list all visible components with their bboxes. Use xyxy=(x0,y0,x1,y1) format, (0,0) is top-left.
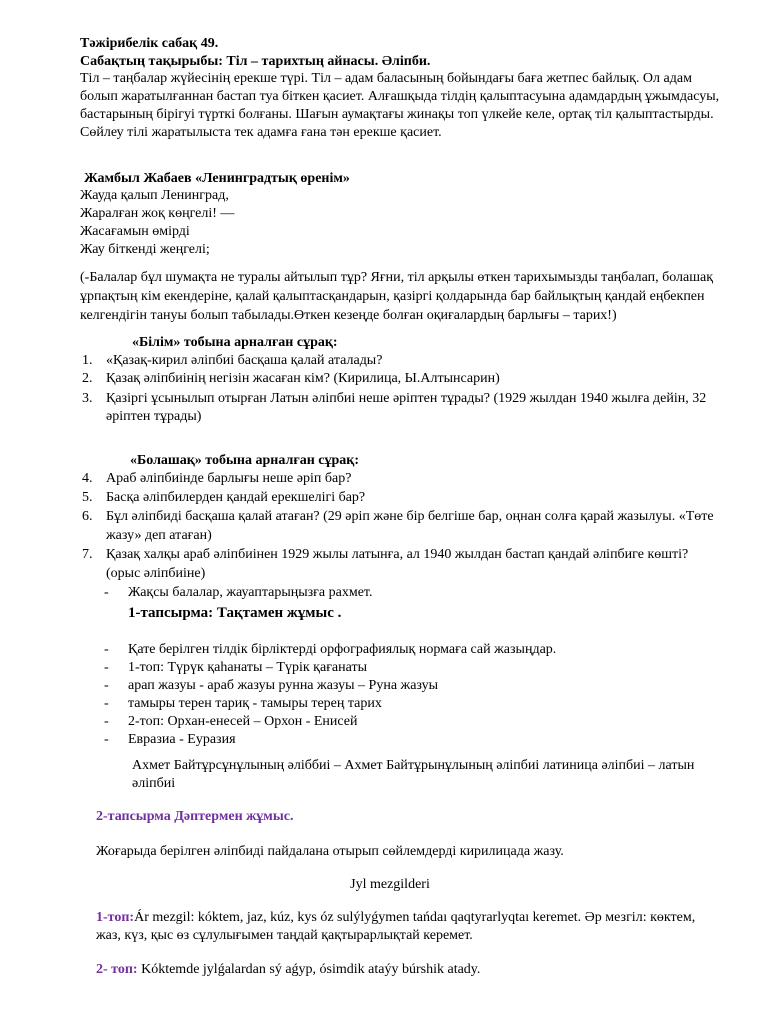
list-item xyxy=(82,545,714,583)
dash-marker: - xyxy=(104,696,109,711)
list-item xyxy=(104,659,716,677)
item-text: Араб әліпбиінде барлығы неше әріп бар? xyxy=(106,471,352,486)
item-text: Жақсы балалар, жауаптарыңызға рахмет. xyxy=(128,585,373,600)
task2-instruction: Жоғарыда берілген әліпбиді пайдалана отырып сөйлемдерді кирилицада жазу. xyxy=(96,844,564,859)
list-item xyxy=(82,352,714,370)
group1-heading: «Білім» тобына арналған сұрақ: xyxy=(132,335,338,350)
task1-items xyxy=(104,641,716,749)
dash-marker: - xyxy=(104,660,109,675)
poem xyxy=(80,187,720,259)
item-number: 5. xyxy=(82,490,93,505)
lesson-title: Тәжірибелік сабақ 49. xyxy=(80,36,219,51)
list-item xyxy=(82,507,714,545)
item-text: «Қазақ-кирил әліпбиі басқаша қалай аталады? xyxy=(106,353,383,368)
list-item xyxy=(104,641,716,659)
item-number: 6. xyxy=(82,509,93,524)
list-item xyxy=(82,370,714,388)
item-number: 1. xyxy=(82,353,93,368)
group1-latin xyxy=(96,909,720,945)
group-text: Kóktemde jylǵalardan sý aǵyp, ósimdik ataýy búrshik atady. xyxy=(137,962,481,977)
list-item xyxy=(104,695,716,713)
poem-line: Жауда қалып Ленинград, xyxy=(80,188,229,203)
poem-title: Жамбыл Жабаев «Ленинградтық өренім» xyxy=(84,171,350,186)
poem-line: Жасағамын өмірді xyxy=(80,224,190,239)
group2-questions xyxy=(82,469,714,583)
item-text: Басқа әліпбилерден қандай ерекшелігі бар? xyxy=(106,490,366,505)
ahmet-line: Ахмет Байтұрсұнұлының әліббиі – Ахмет Байтұрынұлының әліпбиі латиница әліпбиі – латын әліпбиі xyxy=(132,758,695,791)
list-item xyxy=(104,713,716,731)
item-text: Евразиа - Еуразия xyxy=(128,732,236,747)
task2-title: 2-тапсырма Дәптермен жұмыс. xyxy=(96,809,294,824)
list-item xyxy=(82,488,714,507)
item-number: 7. xyxy=(82,547,93,562)
praise-list xyxy=(104,584,716,602)
item-text: Қазақ халқы араб әліпбиінен 1929 жылы латынға, ал 1940 жылдан бастап қандай әліпбиге көшті? (орыс әліпбиіне) xyxy=(106,547,689,581)
dash-marker: - xyxy=(104,642,109,657)
list-item xyxy=(104,584,716,602)
dash-marker: - xyxy=(104,585,109,600)
poem-line: Жау біткенді жеңгелі; xyxy=(80,242,210,257)
group-label: 1-топ: xyxy=(96,910,135,925)
item-text: Қазіргі ұсынылып отырған Латын әліпбиі неше әріптен тұрады? (1929 жылдан 1940 жылға дейін, 32 әріптен тұрады) xyxy=(106,391,707,424)
group1-questions xyxy=(82,352,714,426)
task1-title: 1-тапсырма: Тақтамен жұмыс . xyxy=(128,605,342,621)
group-text: Ár mezgil: kóktem, jaz, kúz, kys óz sulýlyǵymen tańdaı qaqtyrarlyqtaı keremet. Әр мезгіл: көктем, жаз, күз, қыс өз сұлулығымен таңдай қақтырарлықтай керемет. xyxy=(96,910,696,943)
dash-marker: - xyxy=(104,732,109,747)
list-item xyxy=(104,731,716,749)
list-item xyxy=(104,677,716,695)
item-text: Бұл әліпбиді басқаша қалай атаған? (29 әріп және бір белгіше бар, оңнан солға қарай жазылуы. «Төте жазу» деп атаған) xyxy=(106,509,714,543)
item-text: тамыры терен тариқ - тамыры терең тарих xyxy=(128,696,382,711)
group2-heading: «Болашақ» тобына арналған сұрақ: xyxy=(130,453,359,468)
dash-marker: - xyxy=(104,714,109,729)
item-text: Қате берілген тілдік бірліктерді орфографиялық нормаға сай жазыңдар. xyxy=(128,642,557,657)
group-label: 2- топ: xyxy=(96,962,138,977)
item-text: 2-топ: Орхан-енесей – Орхон - Енисей xyxy=(128,714,358,729)
poem-line: Жаралған жоқ көңгелі! — xyxy=(80,206,235,221)
list-item xyxy=(82,469,714,488)
intro-paragraph: Тіл – таңбалар жүйесінің ерекше түрі. Тіл – адам баласының бойындағы баға жетпес байлық. Ол адам болып жаратылғаннан бастап туа біткен қасиет. Алғашқыда тілдің қалыптасуына адамдардың ұжымдасуы, бастарының бірігуі түрткі болғаны. Шағын аумақтағы жинақы топ үлкейе келе, ортақ тіл қалыптастырды. Сөйлеу тілі жаратылыста тек адамға ғана тән ерекше қасиет. xyxy=(80,71,720,140)
dash-marker: - xyxy=(104,678,109,693)
item-text: 1-топ: Түрүк қаһанаты – Түрік қағанаты xyxy=(128,660,368,675)
item-number: 3. xyxy=(82,391,93,406)
teacher-note: (-Балалар бұл шумақта не туралы айтылып тұр? Яғни, тіл арқылы өткен тарихымызды таңбалап, болашақ ұрпақтың кім екендеріне, қалай қалыптасқандарын, қазіргі қолдарында бар байлықтың қандай еңбекпен келгендігін тануы болып табылады.Өткен кезеңде болған оқиғалардың барлығы – тарих!) xyxy=(80,270,714,323)
list-item xyxy=(82,390,714,426)
item-number: 2. xyxy=(82,371,93,386)
item-text: Қазақ әліпбиінің негізін жасаған кім? (Кирилица, Ы.Алтынсарин) xyxy=(106,371,500,386)
group2-latin xyxy=(96,961,720,979)
item-number: 4. xyxy=(82,471,93,486)
lesson-topic: Сабақтың тақырыбы: Тіл – тарихтың айнасы. Әліпби. xyxy=(80,54,431,69)
item-text: арап жазуы - араб жазуы рунна жазуы – Руна жазуы xyxy=(128,678,439,693)
latin-title: Jyl mezgilderi xyxy=(350,877,430,892)
